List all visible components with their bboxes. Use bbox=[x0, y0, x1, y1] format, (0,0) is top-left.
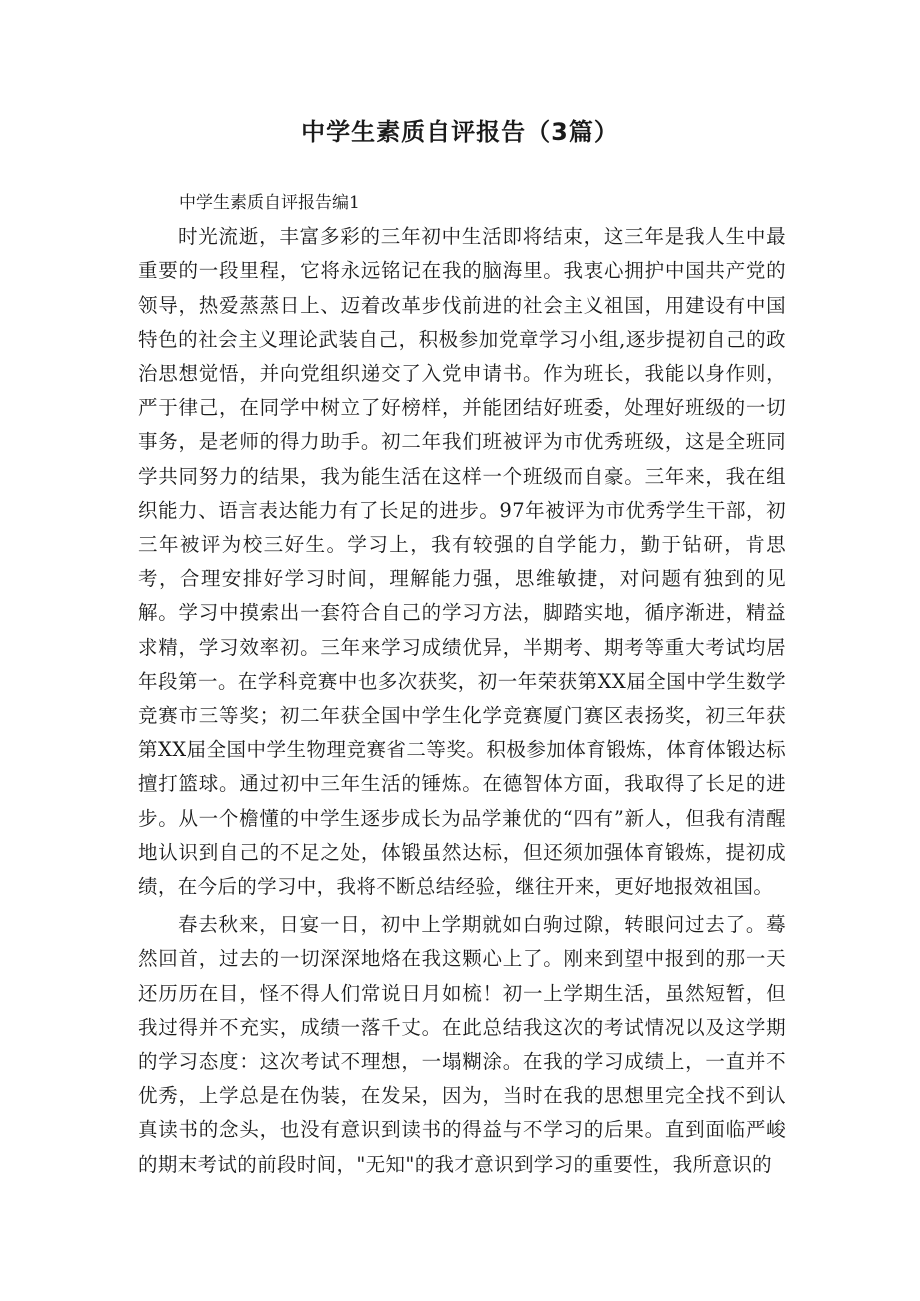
paragraph-1: 时光流逝，丰富多彩的三年初中生活即将结束，这三年是我人生中最重要的一段里程，它将永远铭记在我的脑海里。我衷心拥护中国共产党的领导，热爱蒸蒸日上、迈着改革步伐前进的社会主义祖国，用建设有中国特色的社会主义理论武装自己，积极参加党章学习小组,逐步提初自己的政治思想觉悟，并向党组织递交了入党申请书。作为班长，我能以身作则，严于律己，在同学中树立了好榜样，并能团结好班委，处理好班级的一切事务，是老师的得力助手。初二年我们班被评为市优秀班级，这是全班同学共同努力的结果，我为能生活在这样一个班级而自豪。三年来，我在组织能力、语言表达能力有了长足的进步。97年被评为市优秀学生干部，初三年被评为校三好生。学习上，我有较强的自学能力，勤于钻研，肯思考，合理安排好学习时间，理解能力强，思维敏捷，对问题有独到的见解。学习中摸索出一套符合自己的学习方法，脚踏实地，循序渐进，精益求精，学习效率初。三年来学习成绩优异，半期考、期考等重大考试均居年段第一。在学科竞赛中也多次获奖，初一年荣获第XX届全国中学生数学竞赛市三等奖；初二年获全国中学生化学竞赛厦门赛区表扬奖，初三年获第XX届全国中学生物理竞赛省二等奖。积极参加体育锻炼，体育体锻达标擅打篮球。通过初中三年生活的锤炼。在德智体方面，我取得了长足的进步。从一个檐懂的中学生逐步成长为品学兼优的“四有”新人，但我有清醒地认识到自己的不足之处，体锻虽然达标，但还须加强体育锻炼，提初成绩，在今后的学习中，我将不断总结经验，继往开来，更好地报效祖国。 bbox=[138, 225, 786, 899]
section-heading: 中学生素质自评报告编1 bbox=[179, 193, 360, 213]
document-body bbox=[138, 186, 786, 1182]
paragraph-2: 春去秋来，日宴一日，初中上学期就如白驹过隙，转眼问过去了。蓦然回首，过去的一切深深地烙在我这颗心上了。刚来到望中报到的那一天还历历在目，怪不得人们常说日月如梳！初一上学期生活，虽然短暂，但我过得并不充实，成绩一落千丈。在此总结我这次的考试情况以及这学期的学习态度：这次考试不理想，一塌糊涂。在我的学习成绩上，一直并不优秀，上学总是在伪装，在发呆，因为，当时在我的思想里完全找不到认真读书的念头，也没有意识到读书的得益与不学习的后果。直到面临严峻的期末考试的前段时间，"无知"的我才意识到学习的重要性，我所意识的 bbox=[138, 913, 786, 1176]
document-title: 中学生素质自评报告（3篇） bbox=[301, 118, 619, 146]
